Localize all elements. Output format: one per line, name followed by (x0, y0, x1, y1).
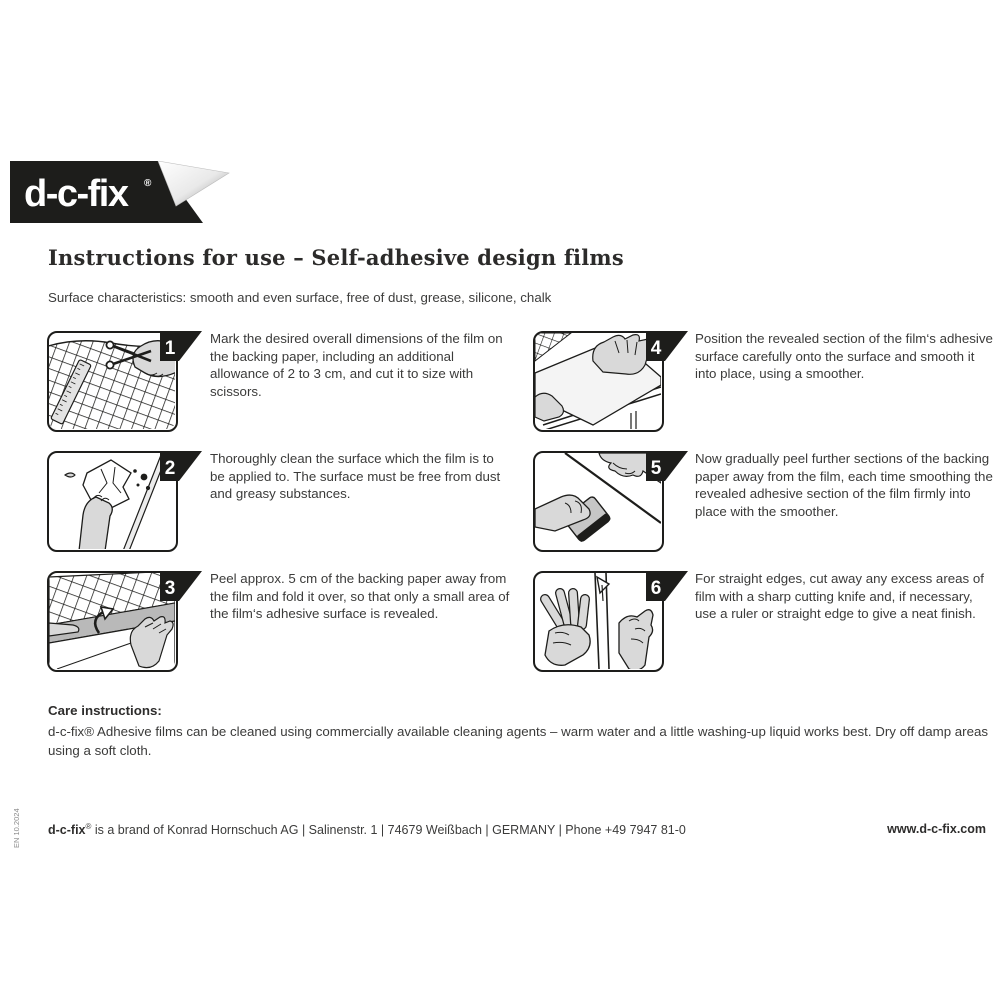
illustration-clean-surface-with-cloth-icon (49, 453, 175, 549)
step-1-text: Mark the desired overall dimensions of the film on the backing paper, including an additional allowance of 2 to 3 cm, and cut it to size with scissors. (210, 331, 503, 399)
footer-brand: d-c-fix (48, 823, 86, 838)
dcfix-logo (10, 161, 232, 223)
step-4-text: Position the revealed section of the film‘s adhesive surface carefully onto the surface and smooth it into place, using a smoother. (695, 331, 993, 382)
step-2-text: Thoroughly clean the surface which the film is to be applied to. The surface must be free from dust and greasy substances. (210, 451, 501, 502)
step-5-illustration-box (533, 451, 664, 552)
step-4-illustration-box (533, 331, 664, 432)
page-title: Instructions for use – Self-adhesive design films (48, 245, 624, 270)
step-4-number-badge (646, 331, 688, 361)
step-3-number: 3 (164, 577, 176, 599)
step-3-text: Peel approx. 5 cm of the backing paper away from the film and fold it over, so that only a small area of the film‘s adhesive surface is revealed. (210, 571, 510, 622)
illustration-mark-and-cut-with-scissors-icon (49, 333, 175, 429)
step-1-number-badge (160, 331, 202, 361)
step-5-number: 5 (650, 457, 662, 479)
footer-website: www.d-c-fix.com (887, 822, 986, 836)
step-5-text: Now gradually peel further sections of the backing paper away from the film, each time smoothing the revealed adhesive section of the film firmly into place with the smoother. (695, 451, 993, 519)
step-6-text: For straight edges, cut away any excess areas of film with a sharp cutting knife and, if necessary, use a ruler or straight edge to give a neat finish. (695, 571, 984, 622)
step-2-illustration-box (47, 451, 178, 552)
step-5-number-badge (646, 451, 688, 481)
step-6-number: 6 (650, 577, 662, 599)
illustration-peel-backing-paper-icon (49, 573, 175, 669)
footer-company-line (48, 822, 686, 837)
logo-registered-mark: ® (144, 178, 152, 189)
step-1-number: 1 (164, 337, 176, 359)
edition-code: EN 10.2024 (12, 808, 21, 848)
footer-company-text: is a brand of Konrad Hornschuch AG | Salinenstr. 1 | 74679 Weißbach | GERMANY | Phone +49 7947 81-0 (91, 823, 686, 838)
step-2-number-badge (160, 451, 202, 481)
illustration-position-film-on-surface-icon (535, 333, 661, 429)
step-6-number-badge (646, 571, 688, 601)
logo-text: d-c-fix (24, 173, 128, 215)
footer (48, 822, 986, 837)
illustration-trim-edges-with-knife-icon (535, 573, 661, 669)
step-1-illustration-box (47, 331, 178, 432)
step-4-number: 4 (650, 337, 662, 359)
step-6-illustration-box (533, 571, 664, 672)
step-3-illustration-box (47, 571, 178, 672)
footer-registered-mark: ® (85, 822, 92, 831)
step-2-number: 2 (164, 457, 176, 479)
step-3-number-badge (160, 571, 202, 601)
care-instructions-heading: Care instructions: (48, 703, 162, 718)
illustration-smooth-with-smoother-icon (535, 453, 661, 549)
care-instructions-body: d-c-fix® Adhesive films can be cleaned using commercially available cleaning agents – warm water and a little washing-up liquid works best. Dry off damp areas using a soft cloth. (48, 724, 989, 758)
surface-characteristics-note: Surface characteristics: smooth and even surface, free of dust, grease, silicone, chalk (48, 290, 552, 305)
